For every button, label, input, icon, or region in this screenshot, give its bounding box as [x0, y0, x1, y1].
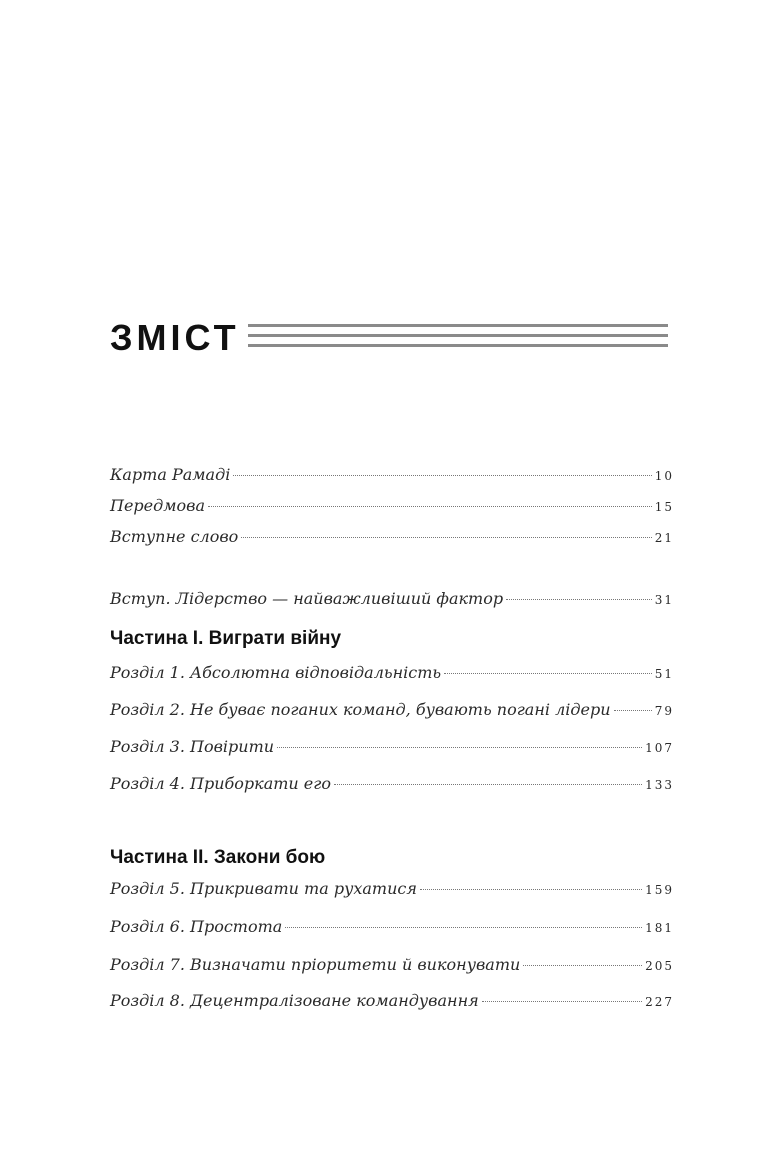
- toc-entry-label: Вступ. Лідерство — найважливіший фактор: [110, 589, 504, 608]
- dot-leader: [482, 991, 642, 1002]
- dot-leader: [208, 496, 652, 507]
- toc-entry-page: 10: [654, 469, 674, 483]
- dot-leader: [285, 917, 642, 928]
- dot-leader: [334, 774, 642, 785]
- toc-heading: [110, 316, 670, 360]
- toc-entry-label: Розділ 1. Абсолютна відповідальність: [110, 663, 442, 682]
- toc-entry-page: 227: [645, 995, 674, 1009]
- toc-entry-page: 21: [654, 531, 674, 545]
- toc-entry-page: 15: [654, 500, 674, 514]
- toc-entry-intro[interactable]: [110, 588, 674, 610]
- toc-entry-label: Розділ 5. Прикривати та рухатися: [110, 879, 417, 898]
- toc-entry-page: 181: [645, 921, 674, 935]
- toc-entry-chapter-3[interactable]: [110, 736, 674, 758]
- toc-entry-chapter-7[interactable]: [110, 954, 674, 976]
- toc-entry-label: Розділ 3. Повірити: [110, 737, 275, 756]
- toc-entry-page: 31: [654, 593, 674, 607]
- toc-entry-label: Розділ 8. Децентралізоване командування: [110, 991, 479, 1010]
- toc-entry-label: Передмова: [110, 496, 206, 515]
- dot-leader: [277, 737, 642, 748]
- part-title-1: Частина І. Виграти війну: [110, 628, 342, 649]
- part-title-2: Частина ІІ. Закони бою: [110, 847, 326, 868]
- toc-entry-chapter-2[interactable]: [110, 699, 674, 721]
- dot-leader: [241, 527, 651, 538]
- dot-leader: [506, 589, 652, 600]
- heading-rule: [248, 344, 668, 347]
- toc-entry-label: Розділ 4. Приборкати его: [110, 774, 331, 793]
- toc-entry-map[interactable]: [110, 464, 674, 486]
- dot-leader: [614, 700, 652, 711]
- toc-entry-page: 107: [645, 741, 674, 755]
- toc-entry-label: Розділ 7. Визначати пріоритети й виконувати: [110, 955, 521, 974]
- toc-entry-foreword[interactable]: [110, 495, 674, 517]
- toc-entry-page: 133: [645, 778, 674, 792]
- toc-entry-page: 205: [645, 959, 674, 973]
- dot-leader: [444, 663, 652, 674]
- heading-rule: [248, 334, 668, 337]
- toc-entry-label: Карта Рамаді: [110, 465, 231, 484]
- toc-entry-opening-word[interactable]: [110, 526, 674, 548]
- heading-rule: [248, 324, 668, 327]
- toc-entry-label: Розділ 2. Не буває поганих команд, бувають погані лідери: [110, 700, 611, 719]
- dot-leader: [233, 465, 651, 476]
- toc-entry-chapter-1[interactable]: [110, 662, 674, 684]
- toc-entry-label: Розділ 6. Простота: [110, 917, 283, 936]
- toc-entry-page: 159: [645, 883, 674, 897]
- toc-entry-label: Вступне слово: [110, 527, 239, 546]
- toc-entry-chapter-8[interactable]: [110, 990, 674, 1012]
- toc-entry-chapter-4[interactable]: [110, 773, 674, 795]
- dot-leader: [523, 955, 642, 966]
- toc-entry-chapter-5[interactable]: [110, 878, 674, 900]
- dot-leader: [420, 879, 642, 890]
- toc-entry-page: 79: [654, 704, 674, 718]
- toc-entry-page: 51: [654, 667, 674, 681]
- page-title: ЗМІСТ: [110, 317, 240, 358]
- toc-entry-chapter-6[interactable]: [110, 916, 674, 938]
